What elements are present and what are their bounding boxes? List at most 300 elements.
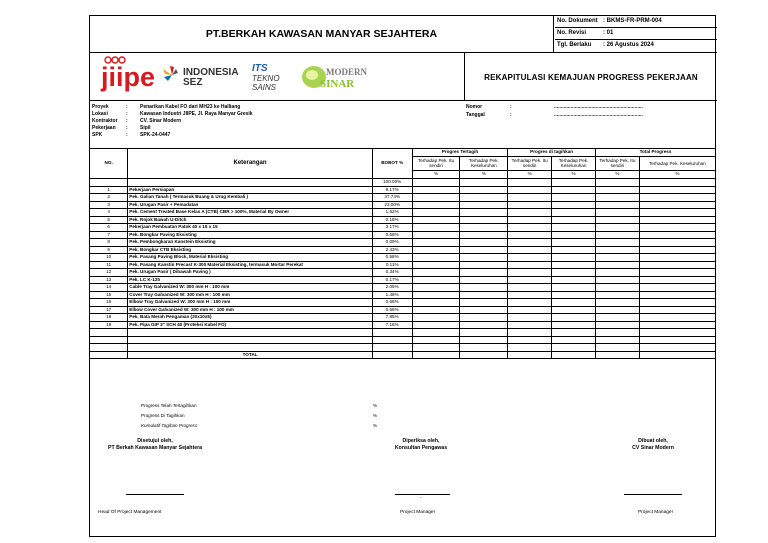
blank-cell <box>90 351 128 359</box>
row-bobot: 0.58% <box>372 231 412 239</box>
pct-header: % <box>552 170 596 178</box>
progress-cell <box>639 246 715 254</box>
blank-row <box>90 344 715 352</box>
progress-cell <box>412 276 460 284</box>
sub-header: Terhadap Pek. Keseluruhan <box>460 157 508 171</box>
blank-cell <box>595 344 639 352</box>
progress-cell <box>552 291 596 299</box>
blank-cell <box>552 329 596 337</box>
row-number: 17 <box>90 306 128 314</box>
its-text: ITS <box>252 63 268 74</box>
blank-row <box>90 336 715 344</box>
blank-row <box>90 329 715 337</box>
total-cell <box>508 351 552 359</box>
row-description: Pek. Pasang Paving Block, Material Eksisting <box>128 254 372 262</box>
info-label: Proyek <box>92 104 109 110</box>
row-bobot: 23.00% <box>372 201 412 209</box>
jiipe-logo <box>100 57 239 92</box>
row-bobot: 2.05% <box>372 284 412 292</box>
progress-cell <box>412 291 460 299</box>
progress-cell <box>412 216 460 224</box>
progress-cell <box>552 216 596 224</box>
nomor-value: ................................................................ <box>554 104 643 110</box>
progress-cell <box>552 261 596 269</box>
project-info <box>90 102 717 148</box>
progress-cell <box>595 194 639 202</box>
row-bobot: 0.18% <box>372 216 412 224</box>
progress-cell <box>508 269 552 277</box>
progress-cell <box>552 246 596 254</box>
role-head-project-management: Head Of Project Management <box>98 510 162 515</box>
table-row <box>90 269 715 277</box>
progress-cell <box>552 209 596 217</box>
progress-cell <box>595 186 639 194</box>
progress-cell <box>460 246 508 254</box>
tanggal-colon: : <box>510 112 512 118</box>
row-number: 1 <box>90 186 128 194</box>
tanggal-label: Tanggal <box>466 112 485 118</box>
row-description: Pek. Pipa GIP 3" SCH 40 (Proteksi Kabel FO) <box>128 321 372 329</box>
progress-cell <box>639 209 715 217</box>
tekno-text: TEKNO <box>252 74 280 83</box>
effective-date-row <box>555 40 717 52</box>
group-progres-ditagihkan: Progres di tagihkan <box>508 149 596 157</box>
blank-cell <box>508 336 552 344</box>
progress-cell <box>552 231 596 239</box>
row-number: 15 <box>90 291 128 299</box>
nomor-label: Nomor <box>466 104 483 110</box>
progress-cell <box>595 299 639 307</box>
blank-cell <box>412 329 460 337</box>
progress-cell <box>460 299 508 307</box>
blank-cell <box>412 344 460 352</box>
progress-cell <box>412 209 460 217</box>
table-row <box>90 201 715 209</box>
row-number: 13 <box>90 276 128 284</box>
progress-cell <box>552 306 596 314</box>
progress-cell <box>639 321 715 329</box>
company-name: PT.BERKAH KAWASAN MANYAR SEJAHTERA <box>90 16 554 52</box>
sub-header: Terhadap Pek. Keseluruhan <box>552 157 596 171</box>
progress-cell <box>508 299 552 307</box>
table-row <box>90 194 715 202</box>
row-number: 8 <box>90 239 128 247</box>
total-label: TOTAL <box>128 351 372 359</box>
total-cell <box>552 351 596 359</box>
blank-cell <box>508 344 552 352</box>
progress-cell <box>552 269 596 277</box>
info-row-kontraktor <box>92 118 181 124</box>
sub-header: Terhadap Pek. Keseluruhan <box>639 157 715 171</box>
blank-cell <box>595 329 639 337</box>
doc-number-value: : BKMS-FR-PRM-004 <box>603 18 662 24</box>
progress-cell <box>412 321 460 329</box>
signature-made-org: CV Sinar Modern <box>632 445 674 451</box>
row-description: Elbow Tray Galvanized W: 300 mm H : 100 mm <box>128 299 372 307</box>
info-label: SPK <box>92 132 103 138</box>
progress-cell <box>460 201 508 209</box>
row-bobot: 0.17% <box>372 276 412 284</box>
blank-cell <box>372 344 412 352</box>
info-value: Kawasan Industri JIIPE, Jl. Raya Manyar Gresik <box>140 111 253 117</box>
progress-cell <box>595 276 639 284</box>
progress-cell <box>460 276 508 284</box>
progress-cell <box>460 194 508 202</box>
row-bobot: 3.17% <box>372 224 412 232</box>
progress-cell <box>639 216 715 224</box>
progress-cell <box>595 224 639 232</box>
progress-cell <box>595 284 639 292</box>
summary-ditagihkan: Progress Di Tagihkan <box>141 413 185 418</box>
total-cell <box>412 351 460 359</box>
document-sheet <box>89 15 716 537</box>
effective-date-value: : 26 Agustus 2024 <box>603 42 654 48</box>
progress-cell <box>508 276 552 284</box>
progress-cell <box>508 284 552 292</box>
blank-cell <box>460 344 508 352</box>
signature-made-title: Dibuat oleh, <box>638 438 668 444</box>
progress-cell <box>460 209 508 217</box>
progress-cell <box>639 306 715 314</box>
row-description: Pek. Bongkar CTB Eksisting <box>128 246 372 254</box>
row-description: Cover Tray Galvanized W: 300 mm H : 100 mm <box>128 291 372 299</box>
signature-line-right <box>624 494 682 495</box>
progress-cell <box>639 239 715 247</box>
progress-cell <box>460 314 508 322</box>
row-bobot: 7.16% <box>372 321 412 329</box>
summary-kumulatif: Kumulatif Tagihan Progress <box>141 423 198 428</box>
blank-cell <box>460 336 508 344</box>
table-row <box>90 186 715 194</box>
blank-cell <box>595 179 639 187</box>
row-description: Pek. Bata Merah Pengaman (20x10x5) <box>128 314 372 322</box>
blank-cell <box>639 329 715 337</box>
blank-cell <box>508 329 552 337</box>
progress-cell <box>460 269 508 277</box>
progress-cell <box>460 254 508 262</box>
progress-cell <box>595 261 639 269</box>
progress-cell <box>595 314 639 322</box>
progress-cell <box>552 284 596 292</box>
signature-checked-org: Konsultan Pengawas <box>394 445 448 451</box>
blank-cell <box>552 336 596 344</box>
blank-cell <box>90 344 128 352</box>
progress-cell <box>460 186 508 194</box>
partner-logos <box>90 53 464 101</box>
row-number: 5 <box>90 216 128 224</box>
progress-cell <box>639 194 715 202</box>
col-keterangan-header: Keterangan <box>128 149 372 179</box>
progress-cell <box>412 269 460 277</box>
blank-cell <box>595 336 639 344</box>
effective-date-label: Tgl. Berlaku <box>557 42 592 48</box>
summary-pct: % <box>373 403 378 408</box>
row-description: Pek. Pasang Kanstin Precast K-300 Material Eksisting, termasuk Mortar Perekat <box>128 261 372 269</box>
row-number: 3 <box>90 201 128 209</box>
blank-cell <box>90 336 128 344</box>
progress-cell <box>595 321 639 329</box>
row-number: 12 <box>90 269 128 277</box>
blank-cell <box>372 329 412 337</box>
progress-cell <box>508 201 552 209</box>
its-tekno-sains-logo <box>252 63 280 92</box>
progress-cell <box>412 231 460 239</box>
info-value: Penarikan Kabel FO dari MH23 ke Halliang <box>140 104 241 110</box>
group-progres-tertagih: Progres Tertagih <box>412 149 508 157</box>
row-bobot: 0.66% <box>372 299 412 307</box>
pct-header: % <box>508 170 552 178</box>
sub-header: Terhadap Pek. Itu sendiri <box>508 157 552 171</box>
progress-cell <box>412 306 460 314</box>
progress-cell <box>508 239 552 247</box>
row-number: 6 <box>90 224 128 232</box>
pct-header: % <box>460 170 508 178</box>
row-description: Pek. Urugan Pasir + Pemadatan <box>128 201 372 209</box>
progress-cell <box>639 314 715 322</box>
progress-cell <box>508 254 552 262</box>
row-description: Pek. LC K-125 <box>128 276 372 284</box>
total-cell <box>460 351 508 359</box>
signature-approved-title: Disetujui oleh, <box>137 438 173 444</box>
sez-text: SEZ <box>183 77 203 88</box>
progress-cell <box>595 209 639 217</box>
row-description: Pek. Urugan Pasir ( Dibawah Paving ) <box>128 269 372 277</box>
role-project-manager-consultant: Project Manager <box>400 510 436 515</box>
progress-cell <box>508 186 552 194</box>
blank-cell <box>508 179 552 187</box>
progress-table <box>90 148 715 359</box>
progress-cell <box>508 314 552 322</box>
row-description: Cable Tray Galvanized W: 300 mm H : 100 mm <box>128 284 372 292</box>
progress-cell <box>639 291 715 299</box>
row-bobot: 0.34% <box>372 269 412 277</box>
progress-cell <box>460 306 508 314</box>
row-description: Pek. Cement Treated Base Kelas A (CTB) CBR > 100%, Material By Owner <box>128 209 372 217</box>
table-row <box>90 246 715 254</box>
progress-cell <box>595 269 639 277</box>
progress-cell <box>508 306 552 314</box>
progress-cell <box>412 194 460 202</box>
progress-cell <box>508 194 552 202</box>
progress-cell <box>460 321 508 329</box>
row-description: Pek. Bongkar Paving Eksisting <box>128 231 372 239</box>
table-row <box>90 254 715 262</box>
progress-cell <box>639 299 715 307</box>
row-number: 10 <box>90 254 128 262</box>
blank-cell <box>412 179 460 187</box>
info-label: Kontraktor <box>92 118 118 124</box>
info-label: Pekerjaan <box>92 125 116 131</box>
tanggal-row <box>466 111 643 119</box>
blank-cell <box>460 179 508 187</box>
progress-cell <box>460 231 508 239</box>
summary-pct: % <box>373 413 378 418</box>
info-row-spk <box>92 132 170 138</box>
total-cell <box>639 351 715 359</box>
row-number: 16 <box>90 299 128 307</box>
progress-cell <box>595 231 639 239</box>
progress-cell <box>412 201 460 209</box>
progress-cell <box>412 284 460 292</box>
info-value: Sipil <box>140 125 151 131</box>
row-bobot: 2.43% <box>372 246 412 254</box>
blank-cell <box>412 336 460 344</box>
row-description: Pek. Rojok Bawah U-Ditch <box>128 216 372 224</box>
total-cell <box>372 351 412 359</box>
info-label: Lokasi <box>92 111 108 117</box>
progress-cell <box>595 201 639 209</box>
blank-cell <box>639 344 715 352</box>
row-bobot: 0.58% <box>372 306 412 314</box>
info-value: SPK-24-0447 <box>140 132 171 138</box>
table-row <box>90 321 715 329</box>
signature-mid-dash: - <box>420 496 422 501</box>
blank-cell <box>552 344 596 352</box>
row-description: Pek. Pembongkaran Kanstein Eksisting <box>128 239 372 247</box>
progress-cell <box>460 284 508 292</box>
blank-cell <box>639 336 715 344</box>
row-bobot: 0.09% <box>372 239 412 247</box>
progress-cell <box>508 246 552 254</box>
signature-line-left <box>126 494 184 495</box>
info-colon: : <box>126 125 128 131</box>
blank-cell <box>90 179 128 187</box>
col-bobot-header: BOBOT % <box>372 149 412 179</box>
row-number: 14 <box>90 284 128 292</box>
progress-cell <box>552 276 596 284</box>
tanggal-value: ................................................................ <box>554 112 643 118</box>
row-number: 18 <box>90 314 128 322</box>
sub-header: Terhadap Pek. Itu sendiri <box>412 157 460 171</box>
table-row <box>90 261 715 269</box>
blank-cell <box>639 179 715 187</box>
signature-approved-org: PT Berkah Kawasan Manyar Sejahtera <box>108 445 202 451</box>
info-row-pekerjaan <box>92 125 151 131</box>
table-row <box>90 209 715 217</box>
progress-cell <box>639 224 715 232</box>
pct-header: % <box>412 170 460 178</box>
progress-cell <box>552 201 596 209</box>
table-row <box>90 306 715 314</box>
signature-made <box>588 438 718 452</box>
progress-cell <box>595 239 639 247</box>
row-number: 4 <box>90 209 128 217</box>
progress-cell <box>639 276 715 284</box>
role-project-manager-contractor: Project Manager <box>638 510 674 515</box>
row-description: Pek. Galian Tanah ( Termasuk Buang & Urug Kembali ) <box>128 194 372 202</box>
progress-cell <box>508 291 552 299</box>
progress-cell <box>508 216 552 224</box>
progress-cell <box>552 321 596 329</box>
progress-cell <box>639 201 715 209</box>
progress-cell <box>639 254 715 262</box>
progress-cell <box>508 261 552 269</box>
table-row <box>90 299 715 307</box>
progress-cell <box>552 224 596 232</box>
modern-sinar-logo <box>302 66 367 90</box>
progress-cell <box>552 186 596 194</box>
blank-cell <box>128 344 372 352</box>
row-bobot: 9.17% <box>372 186 412 194</box>
progress-cell <box>412 224 460 232</box>
progress-cell <box>508 231 552 239</box>
revision-row <box>555 28 717 40</box>
progress-cell <box>460 224 508 232</box>
table-row <box>90 291 715 299</box>
info-row-proyek <box>92 104 240 110</box>
progress-cell <box>639 231 715 239</box>
report-title: REKAPITULASI KEMAJUAN PROGRESS PEKERJAAN <box>464 53 717 101</box>
progress-cell <box>508 209 552 217</box>
progress-cell <box>508 224 552 232</box>
progress-cell <box>595 291 639 299</box>
progress-cell <box>412 186 460 194</box>
row-description: Elbow Cover Galvanized W: 300 mm H : 100 mm <box>128 306 372 314</box>
revision-value: : 01 <box>603 30 614 36</box>
progress-cell <box>508 321 552 329</box>
info-value: CV. Sinar Modern <box>140 118 182 124</box>
info-colon: : <box>126 111 128 117</box>
blank-cell <box>552 179 596 187</box>
info-colon: : <box>126 132 128 138</box>
doc-number-row <box>555 16 717 28</box>
progress-cell <box>552 194 596 202</box>
row-bobot: 7.85% <box>372 314 412 322</box>
signature-line-mid <box>395 494 450 495</box>
table-row <box>90 239 715 247</box>
group-total-progress: Total Progress <box>595 149 715 157</box>
indonesia-text: INDONESIA <box>183 67 239 78</box>
modern-text: MODERN <box>326 67 367 77</box>
progress-cell <box>552 299 596 307</box>
table-row <box>90 216 715 224</box>
row-bobot: 1.48% <box>372 291 412 299</box>
signature-approved <box>90 438 220 452</box>
sub-header: Terhadap Pek. Itu sendiri <box>595 157 639 171</box>
logo-area <box>90 53 464 101</box>
col-no-header: NO. <box>90 149 128 179</box>
progress-cell <box>412 246 460 254</box>
row-number: 7 <box>90 231 128 239</box>
progress-cell <box>552 314 596 322</box>
row-bobot: 1.62% <box>372 209 412 217</box>
row-description: Pekerjaan Pembuatan Patok 40 x 15 x 15 <box>128 224 372 232</box>
row-number: 19 <box>90 321 128 329</box>
pct-header: % <box>595 170 639 178</box>
sinar-text: SINAR <box>320 78 355 90</box>
blank-cell <box>460 329 508 337</box>
progress-cell <box>595 306 639 314</box>
progress-cell <box>460 239 508 247</box>
progress-cell <box>460 261 508 269</box>
blank-cell <box>90 329 128 337</box>
summary-pct: % <box>373 423 378 428</box>
row-number: 9 <box>90 246 128 254</box>
row-bobot: 37.74% <box>372 194 412 202</box>
nomor-colon: : <box>510 104 512 110</box>
table-row <box>90 284 715 292</box>
row-bobot: 0.11% <box>372 261 412 269</box>
table-row <box>90 276 715 284</box>
blank-cell <box>128 329 372 337</box>
progress-cell <box>412 261 460 269</box>
progress-cell <box>552 239 596 247</box>
document-header <box>90 16 717 52</box>
info-colon: : <box>126 104 128 110</box>
row-description: Pekerjaan Persiapan <box>128 186 372 194</box>
nomor-row <box>466 103 643 111</box>
progress-cell <box>412 239 460 247</box>
